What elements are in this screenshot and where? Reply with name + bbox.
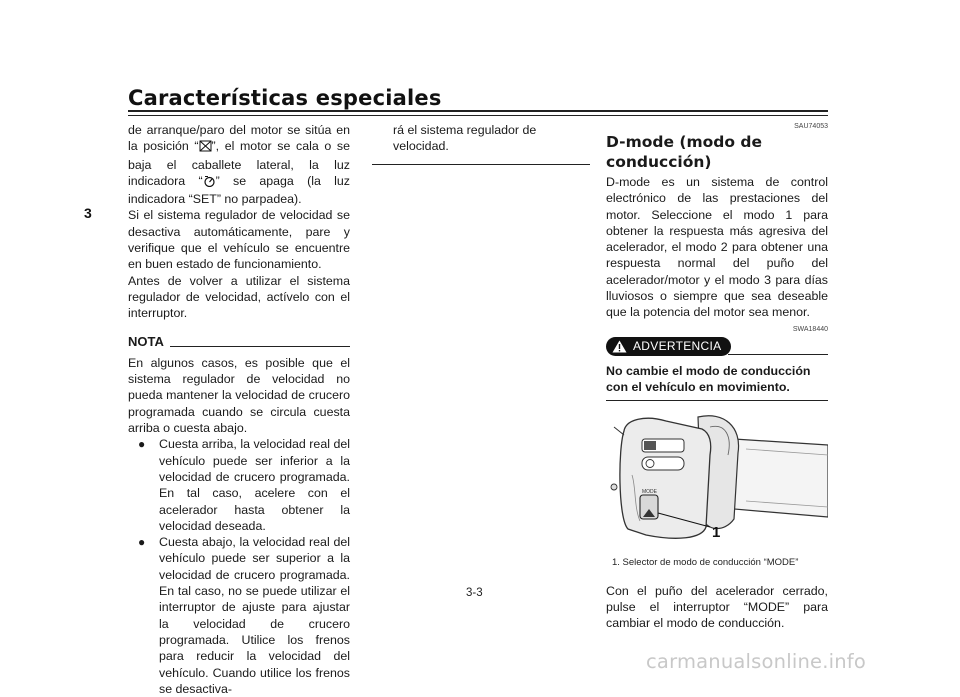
note-end-rule xyxy=(372,164,590,165)
warning-badge xyxy=(606,337,731,356)
figure-callout-1: 1 xyxy=(712,523,721,541)
warning-rule xyxy=(728,354,828,355)
warning-icon xyxy=(612,340,627,353)
warning-header xyxy=(606,337,828,361)
page-title: Características especiales xyxy=(128,86,442,110)
warning-label: ADVERTENCIA xyxy=(633,339,722,354)
watermark: carmanualsonline.info xyxy=(646,650,866,673)
header-rule-thick xyxy=(128,110,828,112)
paragraph-switch-info: de arranque/paro del motor se sitúa en la posición “ ”, el motor se cala o se baja el caballete lateral, la luz indicadora “ ” se apaga (la luz indicadora “SET” no parpadea). xyxy=(128,123,350,207)
list-item: ● Cuesta arriba, la velocidad real del vehículo puede ser inferior a la velocidad de crucero programada. En tal caso, acelere con el acelerador hasta obtener la velocidad deseada. xyxy=(138,437,350,533)
handlebar-illustration xyxy=(606,409,828,547)
column-left xyxy=(128,122,350,697)
section-title: D-mode (modo de conducción) xyxy=(606,133,763,171)
note-heading xyxy=(128,334,350,350)
figure-caption: 1. Selector de modo de conducción “MODE” xyxy=(612,556,799,568)
warning-text: No cambie el modo de conducción con el vehículo en movimiento. xyxy=(606,363,811,394)
paragraph-reactivate: Antes de volver a utilizar el sistema regulador de velocidad, actívelo con el interruptor. xyxy=(128,273,350,321)
column-middle xyxy=(372,122,590,165)
note-label: NOTA xyxy=(128,333,164,349)
section-intro: D-mode es un sistema de control electrónico de las prestaciones del motor. Seleccione el modo 1 para obtener la respuesta más agresiva del acelerador, el modo 2 para obtener una respuesta normal del puño del acelerador/motor y el modo 3 para días lluviosos o siempre que sea deseable que la potencia del motor sea menor. xyxy=(606,175,828,320)
bullet-icon: ● xyxy=(138,437,146,452)
cruise-control-icon xyxy=(203,175,216,191)
continuation-text: rá el sistema regulador de velocidad. xyxy=(393,123,537,154)
mode-switch-label: MODE xyxy=(642,488,657,495)
paragraph-auto-disable: Si el sistema regulador de velocidad se desactiva automáticamente, pare y verifique que el vehículo se encuentre en buen estado de funcionamiento. xyxy=(128,208,350,272)
note-text: En algunos casos, es posible que el sistema regulador de velocidad no pueda mantener la velocidad de crucero programada cuando se circula cuesta arriba o cuesta abajo. xyxy=(128,355,350,436)
warning-code: SWA18440 xyxy=(792,325,828,333)
bullet-icon: ● xyxy=(138,535,146,550)
mode-instruction: Con el puño del acelerador cerrado, pulse el interruptor “MODE” para cambiar el modo de conducción. xyxy=(606,583,828,631)
column-right xyxy=(606,122,828,632)
handlebar-switch-figure xyxy=(606,409,828,547)
header-rule-thin xyxy=(128,115,828,116)
section-code: SAU74053 xyxy=(794,123,828,130)
warning-end-rule xyxy=(606,400,828,401)
list-item: ● Cuesta abajo, la velocidad real del vehículo puede ser superior a la velocidad de crucero programada. En tal caso, no se puede utilizar el interruptor de ajuste para ajustar la velocidad de crucero programada. Utilice los frenos para reducir la velocidad del vehículo. Cuando utilice los frenos se desactiva- xyxy=(138,535,350,696)
note-rule xyxy=(170,346,350,347)
page-number: 3-3 xyxy=(466,587,483,599)
chapter-number: 3 xyxy=(84,205,92,221)
engine-stop-icon xyxy=(199,140,212,156)
